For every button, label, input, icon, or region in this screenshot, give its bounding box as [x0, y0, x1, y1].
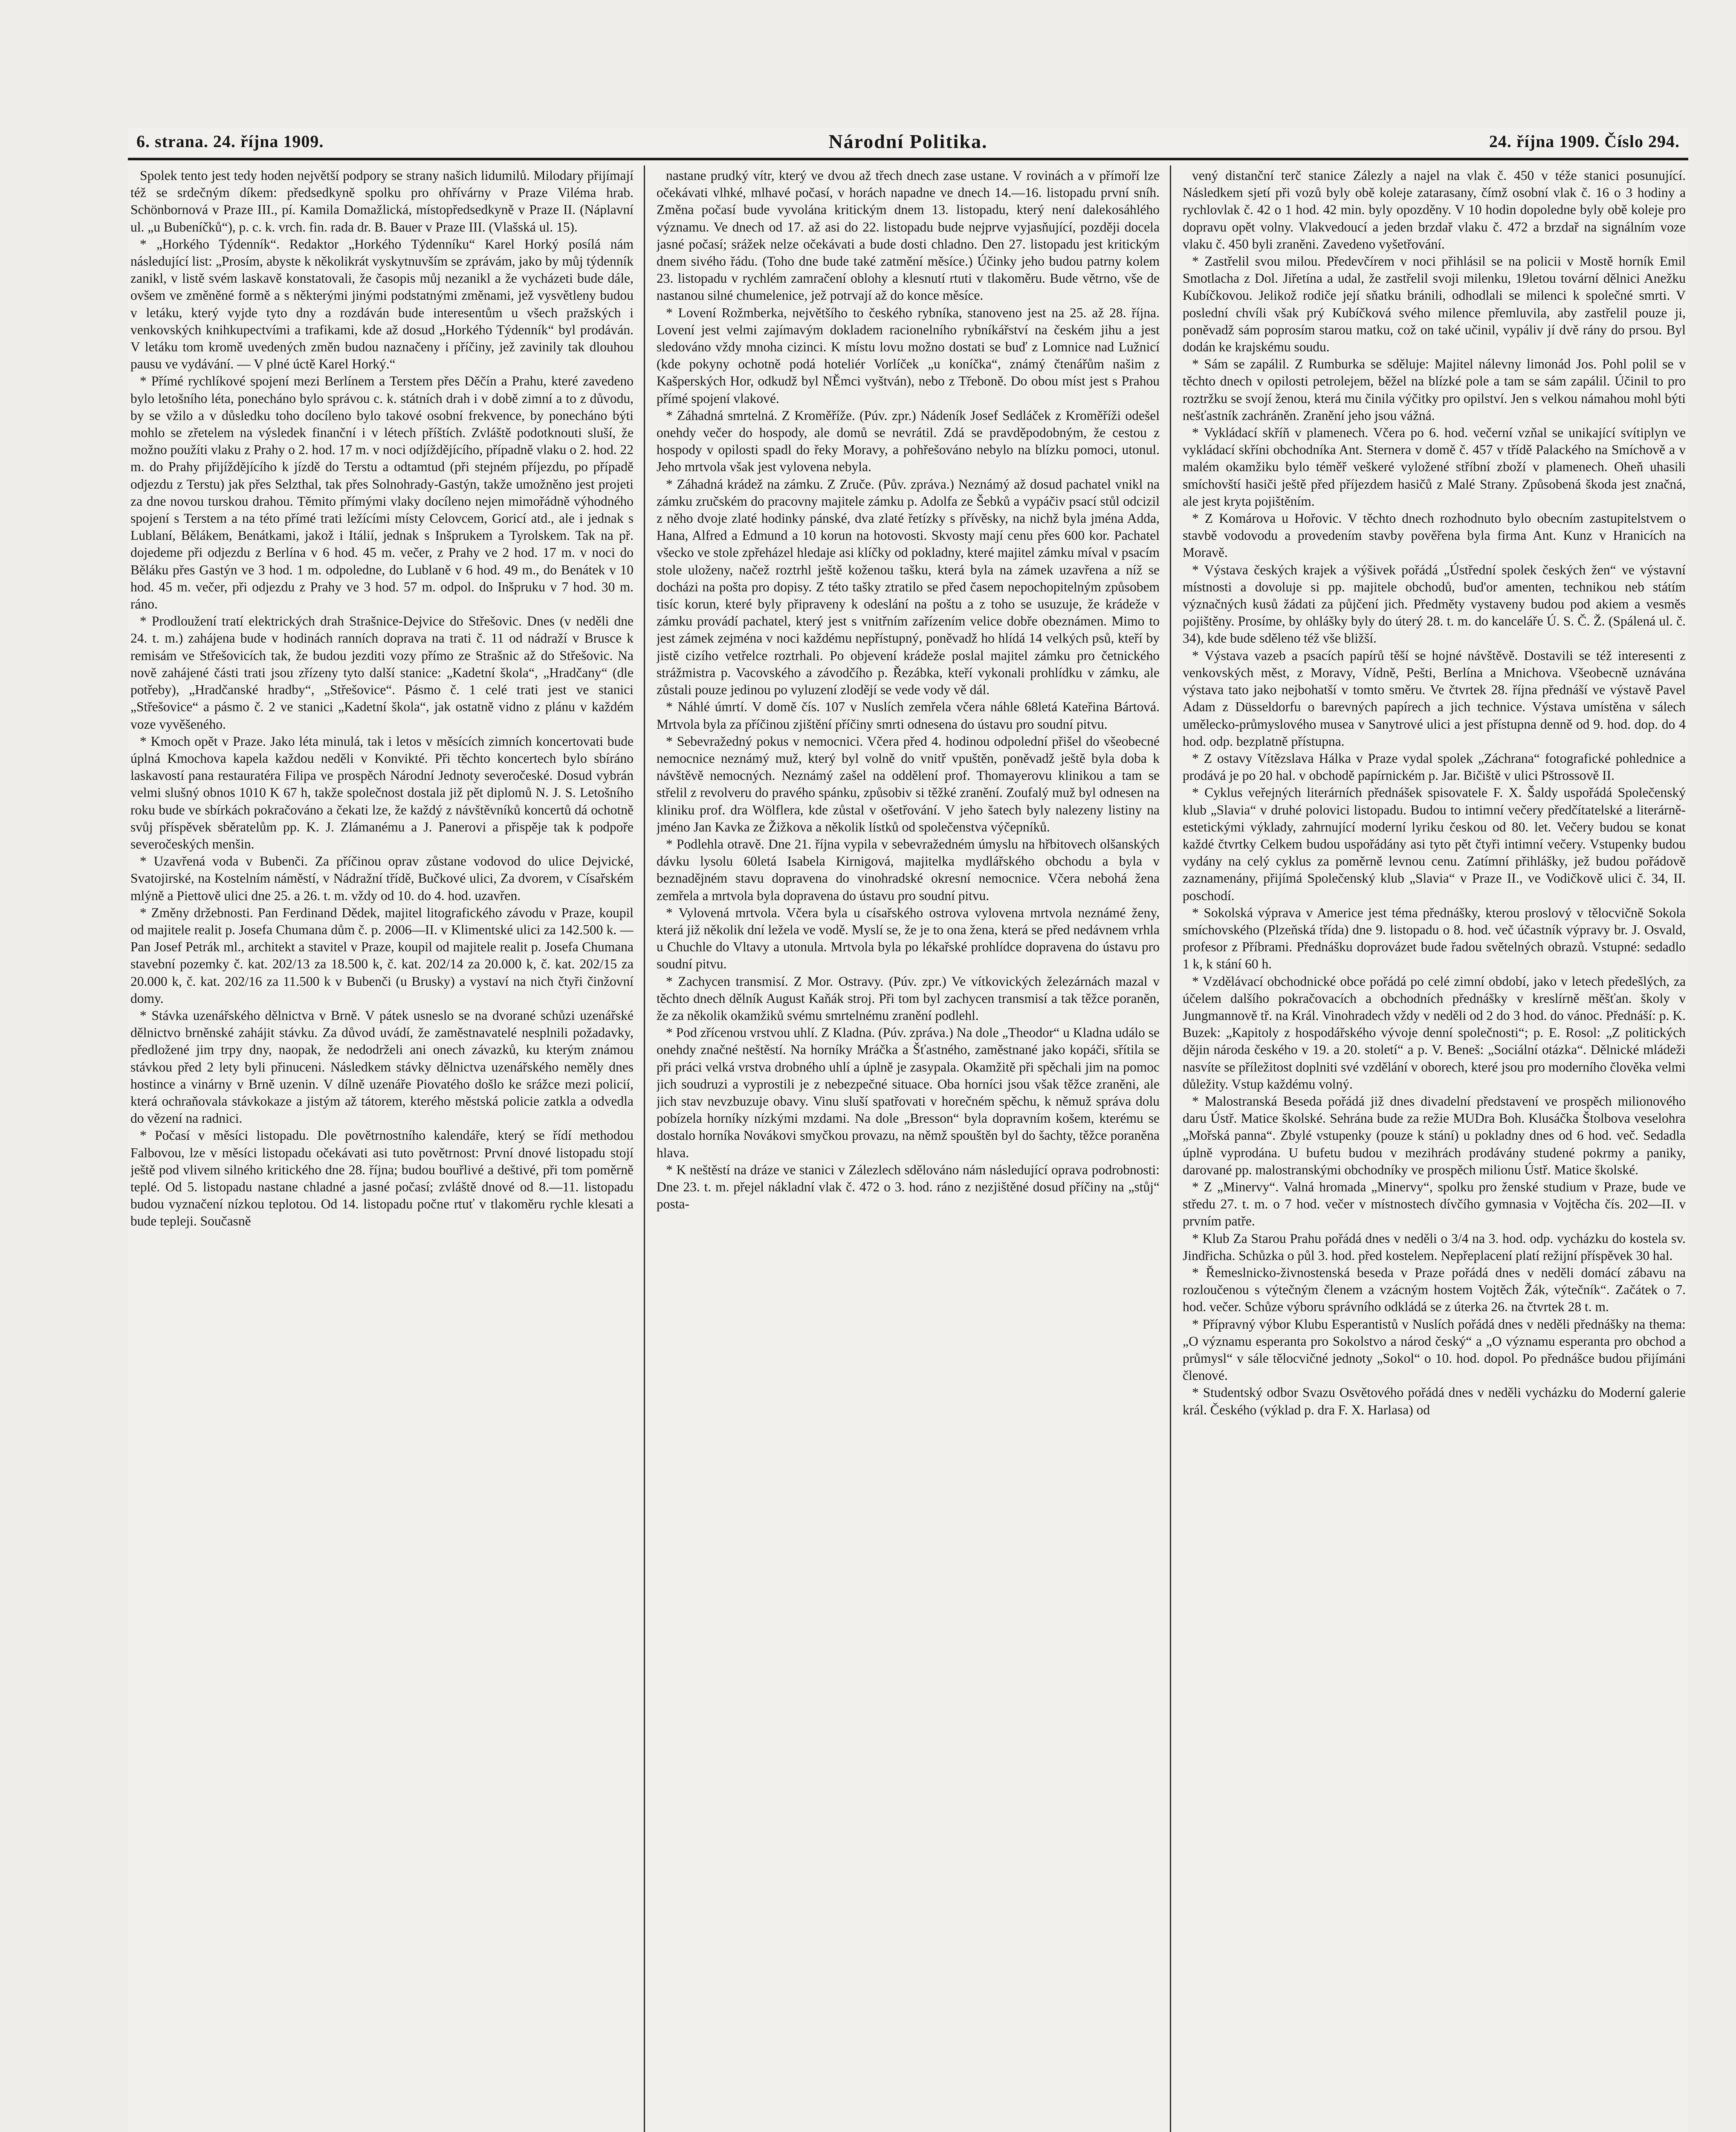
article-paragraph: * Sám se zapálil. Z Rumburka se sděluje: Majitel nálevny limonád Jos. Pohl polil se v těchto dnech v opilosti petrolejem, běžel na blízké pole a tam se sám zapálil. Účinil to pro roztržku se svojí ženou, která mu činila výčitky pro opilství. Jen s velkou námahou mohl býti nešťastník zachráněn. Zranění jeho jsou vážná. — [1183, 356, 1686, 423]
article-paragraph: Spolek tento jest tedy hoden největší podpory se strany našich lidumilů. Milodary přijímají též se srdečným díkem: předsedkyně spolku pro ohřívárny v Praze Viléma hrab. Schönbornová v Praze III., pí. Kamila Domažlická, místopředsedkyně v Praze II. (Náplavní ul. „u Bubeníčků“), p. c. k. vrch. fin. rada dr. B. Bauer v Praze III. (Vlašská ul. 15). — [130, 168, 634, 235]
column-divider — [644, 165, 645, 2132]
article-paragraph: * Sebevražedný pokus v nemocnici. Včera před 4. hodinou odpolední přišel do všeobecné nemocnice neznámý muž, který byl volně do vnitř vpuštěn, poněvadž ještě byla doba k návštěvě nemocných. Neznámý zašel na oddělení prof. Thomayerovu klinikou a tam se střelil z revolveru do pravého spánku, způsobiv si těžké zranění. Zoufalý muž byl odnesen na kliniku prof. dra Wölflera, kde zůstal v ošetřování. V jeho šatech byly nalezeny listiny na jméno Jan Kavka ze Žižkova a několik lístků od společenstva výčepníků. — [657, 733, 1160, 834]
article-paragraph: * Zachycen transmisí. Z Mor. Ostravy. (Púv. zpr.) Ve vítkovických železárnách mazal v těchto dnech dělník August Kaňák stroj. Při tom byl zachycen transmisí a tak těžce poraněn, že za několik okamžiků svému smrtelnému zranění podlehl. — [657, 973, 1160, 1023]
column-1 — [130, 167, 634, 2132]
header-issue-number: 24. října 1909. Číslo 294. — [1489, 132, 1680, 151]
article-paragraph: * Počasí v měsíci listopadu. Dle povětrnostního kalendáře, který se řídí methodou Falbovou, lze v měsíci listopadu očekávati asi tuto povětrnost: První dnové listopadu stojí ještě pod vlivem silného kritického dne 28. října; budou bouřlivé a deštivé, při tom poměrně teplé. Od 5. listopadu nastane chladné a jasné počasí; zvláště dnové od 8.—11. listopadu budou vyznačení nízkou teplotou. Od 14. listopadu počne rtuť v tlakoměru rychle klesati a bude tepleji. Současně — [130, 1128, 634, 1229]
article-paragraph: * K neštěstí na dráze ve stanici v Zálezlech sdělováno nám následující oprava podrobnosti: Dne 23. t. m. přejel nákladní vlak č. 472 o 3. hod. ráno z nezjištěné dosud příčiny na „stůj“ posta- — [657, 1162, 1160, 1212]
article-paragraph: nastane prudký vítr, který ve dvou až třech dnech zase ustane. V rovinách a v přímoří lze očekávati vlhké, mlhavé počasí, v horách napadne ve dnech 14.—16. listopadu první sníh. Změna počasí bude vyvolána kritickým dnem 13. listopadu, který není dalekosáhlého významu. Ve dnech od 17. až asi do 22. listopadu bude nejprve vyjasňující, později docela jasné počasí; srážek nelze očekávati a bude dosti chladno. Den 27. listopadu jest kritickým dnem sivého řádu. (Toho dne bude také zatmění měsíce.) Účinky jeho budou patrny kolem 23. listopadu v rychlém zamračení oblohy a klesnutí rtuti v tlakoměru. Bude větrno, vše de nastanou silné chumelenice, jež potrvají až do konce měsíce. — [657, 168, 1160, 303]
article-paragraph: * Výstava vazeb a psacích papírů těší se hojné návštěvě. Dostavili se též interesenti z venkovských měst, z Moravy, Vídně, Pešti, Berlína a Mnichova. Všeobecně uznávána výstava tato jako nejbohatší v tomto směru. Ve čtvrtek 28. října přednáší ve výstavě Pavel Adam z Düsseldorfu o barevných papírech a jich technice. Výstava umístěna v sálech umělecko-průmyslového musea v Sanytrové ulici a jest přístupna denně od 9. hod. dop. do 4 hod. odp. bezplatně přístupna. — [1183, 648, 1686, 749]
article-paragraph: * Záhadná smrtelná. Z Kroměříže. (Púv. zpr.) Nádeník Josef Sedláček z Kroměříži odešel onehdy večer do hospody, ale domů se nevrátil. Zdá se pravděpodobným, že cestou z hospody v opilosti spadl do řeky Moravy, a pohřešováno nebylo na blízku pomoci, utonul. Jeho mrtvola však jest vylovena nebyla. — [657, 408, 1160, 475]
page-header — [128, 128, 1688, 155]
article-paragraph: * Náhlé úmrtí. V domě čís. 107 v Nuslích zemřela včera náhle 68letá Kateřina Bártová. Mrtvola byla za příčinou zjištění příčiny smrti odnesena do ústavu pro soudní pitvu. — [657, 699, 1160, 732]
masthead-title: Národní Politika. — [828, 130, 988, 152]
header-rule — [128, 158, 1688, 160]
article-paragraph: * Přímé rychlíkové spojení mezi Berlínem a Terstem přes Děčín a Prahu, které zavedeno bylo letošního léta, ponecháno bylo správou c. k. státních drah i v době zimní a to z důvodu, by se vžilo a v důsledku toho docíleno bylo takové osobní frekvence, by ponecháno býti mohlo se zřetelem na výsledek finanční i v létech příštích. Zvláště podotknouti sluší, že možno použíti vlaku z Prahy o 2. hod. 17 m. v noci odjíždějícího, případně vlaku o 2. hod. 22 m. do Prahy přijíždějícího k jízdě do Terstu a odtamtud (při stejném příjezdu, po případě odjezdu z Terstu) jak přes Selzthal, tak přes Solnohrady-Gastýn, takže umožněno jest projeti za dne novou turskou drahou. Těmito přímými vlaky docíleno nejen mimořádně výhodného spojení s Terstem a na této přímé trati ležícími místy Celovcem, Goricí atd., ale i jednak s Lublaní, Bělákem, Benátkami, jakož i Itálií, jednak s Inšprukem a Tyrolskem. Tak na př. dojedeme při odjezdu z Berlína v 6 hod. 45 m. večer, z Prahy ve 2 hod. 17 m. v noci do Běláku přes Gastýn ve 3 hod. 1 m. odpoledne, do Lublaně v 6 hod. 49 m., do Benátek v 10 hod. 45 m. večer, při odjezdu z Prahy ve 3 hod. 57 m. odpol. do Inšpruku v 7 hod. 30 m. ráno. — [130, 374, 634, 612]
article-paragraph: * Uzavřená voda v Bubenči. Za příčinou oprav zůstane vodovod do ulice Dejvické, Svatojirské, na Kostelním náměstí, v Nádražní třídě, Bučkové ulici, Za dvorem, v Císařském mlýně a Piettově ulici dne 25. a 26. t. m. vždy od 10. do 4. hod. uzavřen. — [130, 854, 634, 903]
article-paragraph: * Prodloužení tratí elektrických drah Strašnice-Dejvice do Střešovic. Dnes (v neděli dne 24. t. m.) zahájena bude v hodinách ranních doprava na trati č. 11 od nádraží v Brusce k remisám ve Střešovicích tak, že budou jezditi vozy přímo ze Strašnic až do Střešovic. Na nově zahájené části trati jsou zřízeny tyto další stanice: „Kadetní škola“, „Hradčany“ (dle potřeby), „Hradčanské hradby“, „Střešovice“. Pásmo č. 1 celé trati jest ve stanici „Střešovice“ a pásmo č. 2 ve stanici „Kadetní škola“, jak ostatně vidno z plánu v každém voze vyvěšeného. — [130, 614, 634, 732]
article-paragraph: * Vylovená mrtvola. Včera byla u císařského ostrova vylovena mrtvola neznámé ženy, která již několik dní ležela ve vodě. Myslí se, že je to ona žena, která se před nedávnem vrhla u Chuchle do Vltavy a utonula. Mrtvola byla po lékařské prohlídce dopravena do ústavu pro soudní pitvu. — [657, 905, 1160, 972]
newspaper-page — [128, 128, 1688, 2132]
article-paragraph: * Z ostavy Vítězslava Hálka v Praze vydal spolek „Záchrana“ fotografické pohlednice a prodává je po 20 hal. v obchodě papírnickém p. Jar. Bičiště v ulici Pštrossově II. — [1183, 750, 1686, 783]
article-paragraph: * Lovení Rožmberka, největšího to českého rybníka, stanoveno jest na 25. až 28. října. Lovení jest velmi zajímavým dokladem racionelního rybníkářství na českém jihu a jest sledováno vždy mnoha cizinci. K místu lovu možno dostati se buď z Lomnice nad Lužnicí (kde pokyny ochotně podá hoteliér Vorlíček „u koníčka“, známý čtenářům našim z Kašperských Hor, odkudž byl NĚmci vyštván), nebo z Třeboně. Do obou míst jest s Prahou přímé spojení vlakové. — [657, 305, 1160, 406]
article-paragraph: * Podlehla otravě. Dne 21. října vypila v sebevražedném úmyslu na hřbitovech olšanských dávku lysolu 60letá Isabela Kirnigová, majitelka mydlářského obchodu a byla v beznadějném stavu dopravena do vinohradské okresní nemocnice. Včera nebohá žena zemřela a mrtvola byla dopravena do ústavu pro soudní pitvu. — [657, 836, 1160, 903]
column-2 — [657, 167, 1160, 2132]
article-paragraph: * Sokolská výprava v Americe jest téma přednášky, kterou proslový v tělocvičně Sokola smíchovského (Plzeňská třída) dne 9. listopadu o 8. hod. več účastník výpravy br. J. Osvald, profesor z Příbrami. Přednášku doprovázet bude řadou světelných obrazů. Vstupné: sedadlo 1 k, k stání 60 h. — [1183, 905, 1686, 972]
column-divider — [1170, 165, 1171, 2132]
article-paragraph: * Malostranská Beseda pořádá již dnes divadelní představení ve prospěch milionového daru Ústř. Matice školské. Sehrána bude za režie MUDra Boh. Klusáčka Štolbova veselohra „Mořská panna“. Zbylé vstupenky (pouze k stání) u pokladny dnes od 6 hod. več. Sedadla úplně vyprodána. U bufetu budou v mezihrách prodávány studené pokrmy a paniky, darované pp. malostranskými obchodníky ve prospěch milionu Ústř. Matice školské. — [1183, 1093, 1686, 1177]
article-paragraph: * Změny držebnosti. Pan Ferdinand Dědek, majitel litografického závodu v Praze, koupil od majitele realit p. Josefa Chumana dům č. p. 2006—II. v Klimentské ulici za 142.500 k. — Pan Josef Petrák ml., architekt a stavitel v Praze, koupil od majitele realit p. Josefa Chumana stavební pozemky č. kat. 202/13 za 18.500 k, č. kat. 202/14 za 20.000 k, č. kat. 202/15 za 20.000 k, č. kat. 202/16 za 11.500 k v Bubenči (u Brusky) a vystaví na nich čtyři činžovní domy. — [130, 905, 634, 1006]
article-paragraph: * Cyklus veřejných literárních přednášek spisovatele F. X. Šaldy uspořádá Společenský klub „Slavia“ v druhé polovici listopadu. Budou to intimní večery předčítatelské a literárně-estetickými výklady, zahrnující moderní lyriku českou od 80. let. Večery budou se konat každé čtvrtky Celkem budou uspořádány asi tyto pět čtyři intimní večery. Vstupenky budou vydány na celý cyklus za poměrně levnou cenu. Zatímní přihlášky, jež budou pořádově zaznamenány, přijímá Společenský klub „Slavia“ v Praze II., ve Vodičkově ulici č. 34, II. poschodí. — [1183, 785, 1686, 903]
article-paragraph: * Výstava českých krajek a výšivek pořádá „Ústřední spolek českých žen“ ve výstavní místnosti a dovoluje si pp. majitele obchodů, bud'or amenten, technikou neb státím význačných kusů žádati za půjčení jich. Předměty vystaveny budou pod akiem a vesměs pojištěny. Prosíme, by ohlášky byly do úterý 28. t. m. do kanceláře Ú. S. Č. Ž. (Spálená ul. č. 34), kde bude sděleno též vše bližší. — [1183, 562, 1686, 646]
article-paragraph: * Přípravný výbor Klubu Esperantistů v Nuslích pořádá dnes v neděli přednášky na thema: „O významu esperanta pro Sokolstvo a národ český“ a „O významu esperanta pro obchod a průmysl“ v sále tělocvičné jednoty „Sokol“ o 10. hod. dopol. Po přednášce budou přijímáni členové. — [1183, 1316, 1686, 1383]
article-paragraph: * Z „Minervy“. Valná hromada „Minervy“, spolku pro ženské studium v Praze, bude ve středu 27. t. m. o 7 hod. večer v místnostech dívčího gymnasia v Vojtěcha čís. 202—II. v prvním patře. — [1183, 1179, 1686, 1229]
article-paragraph: vený distanční terč stanice Zálezly a najel na vlak č. 450 v téže stanici posunující. Následkem sjetí při vozů byly obě koleje zatarasany, čímž osobní vlak č. 16 o 3 hodiny a rychlovlak č. 42 o 1 hod. 42 min. byly opozděny. V 10 hodin dopoledne byly obě koleje pro dopravu opět volny. Vlakvedoucí a jeden brzdař vlaku č. 472 a brzdař na signálním voze vlaku č. 450 byli zraněni. Zavedeno vyšetřování. — [1183, 168, 1686, 252]
article-paragraph: * Řemeslnicko-živnostenská beseda v Praze pořádá dnes v neděli domácí zábavu na rozloučenou s výtečným členem a vzácným hostem Vojtěch Žák, výtečník“. Začátek o 7. hod. večer. Schůze výboru správního odkládá se z úterka 26. na čtvrtek 28 t. m. — [1183, 1265, 1686, 1315]
article-paragraph: * Z Komárova u Hořovic. V těchto dnech rozhodnuto bylo obecním zastupitelstvem o stavbě vodovodu a provedením stavby pověřena byla firma Ant. Kunz v Hranicích na Moravě. — [1183, 511, 1686, 560]
article-paragraph: * Pod zřícenou vrstvou uhlí. Z Kladna. (Púv. zpráva.) Na dole „Theodor“ u Kladna událo se onehdy značné neštěstí. Na horníky Mráčka a Šťastného, zaměstnané jako kopáči, sřítila se při práci velká vrstva drobného uhlí a úplně je zasypala. Okamžitě při spěchali jim na pomoc jich soudruzi a vyprostili je z nebezpečné situace. Oba horníci jsou však těžce zraněni, ale jich stav nevzbuzuje obavy. Vinu sluší spatřovati v horečném spěchu, k němuž správa dolu pobízela horníky nízkými mzdami. Na dole „Bresson“ byla dopravním košem, kterému se dostalo horníka Novákovi smyčkou provazu, na němž spouštěn byl do šachty, těžce poraněna hlava. — [657, 1025, 1160, 1160]
column-3 — [1183, 167, 1686, 2132]
article-paragraph: * Kmoch opět v Praze. Jako léta minulá, tak i letos v měsících zimních koncertovati bude úplná Kmochova kapela každou neděli v Konvikté. Při těchto koncertech bylo sbíráno laskavostí pana restauratéra Filipa ve prospěch Národní Jednoty severočeské. Dosud vybrán velmi slušný obnos 1010 K 67 h, takže společnost dostala již pět diplomů N. J. S. Letošního roku bude ve sbírkách pokračováno a čekati lze, že každý z návštěvníků koncertů dá ochotně svůj příspěvek sběratelům pp. K. J. Zlámanému a J. Panerovi a přispěje tak k podpoře severočeských menšin. — [130, 733, 634, 852]
header-page-date: 6. strana. 24. října 1909. — [136, 132, 324, 151]
article-paragraph: * Klub Za Starou Prahu pořádá dnes v neděli o 3/4 na 3. hod. odp. vycházku do kostela sv. Jindřicha. Schůzka o půl 3. hod. před kostelem. Nepřeplacení platí režijní příspěvek 30 hal. — [1183, 1231, 1686, 1263]
article-paragraph: * Záhadná krádež na zámku. Z Zruče. (Pův. zpráva.) Neznámý až dosud pachatel vnikl na zámku zručském do pracovny majitele zámku p. Adolfa ze Šebků a vypáčiv psací stůl odcizil z něho dvoje zlaté hodinky pánské, dva zlaté řetízky s přívěsky, na nichž byla jména Adda, Hana, Alfred a Edmund a 10 korun na hotovosti. Skvosty mají cenu přes 600 kor. Pachatel všecko ve stole zpřeházel hledaje asi klíčky od pokladny, které majitel zámku míval v psacím stole uloženy, načež roztrhl ještě koženou tašku, která byla na zámek uzavřena a níž se docházi na pošta pro dopisy. Z této tašky ztratilo se před časem nepochopitelným způsobem tisíc korun, které byly připraveny k odeslání na poštu a z toho se usuzuje, že krádeže v zámku provádí pachatel, který jest s vnitřním zařízením velice dobře obeznámen. Mimo to jest zámek zejména v noci každému nepřístupný, poněvadž ho hlídá 14 velkých psů, kteří by jistě cizího vetřelce roztrhali. Po objevení krádeže poslal majitel zámku pro četnického strážmistra p. Vacovského a závodčího p. Řezábka, kteří vykonali prohlídku v zámku, ale zůstali pouze jedinou po vyluzení zlodějí se vede vody vě dál. — [657, 476, 1160, 698]
article-paragraph: * Studentský odbor Svazu Osvětového pořádá dnes v neděli vycházku do Moderní galerie král. Českého (výklad p. dra F. X. Harlasa) od — [1183, 1385, 1686, 1417]
article-paragraph: * Vykládací skříň v plamenech. Včera po 6. hod. večerní vzňal se unikající svítiplyn ve vykládací skříni obchodníka Ant. Sternera v domě č. 457 v třídě Palackého na Smíchově a v malém okamžiku bylo téměř veškeré vyložené stříbní zboží v plamenech. Oheň uhasili smíchovští hasiči ještě před příjezdem hasičů z Malé Strany. Způsobená škoda jest značná, ale jest kryta pojištěním. — [1183, 425, 1686, 509]
article-paragraph: * „Horkého Týdenník“. Redaktor „Horkého Týdenníku“ Karel Horký posílá nám následující list: „Prosím, abyste k několikrát vyskytnuvším se zprávám, jako by můj týdenník zanikl, v listě svém laskavě konstatovali, že časopis můj nezanikl a že vycházeti bude dále, ovšem ve změněné formě a s některými jinými podstatnými změnami, jež vysvětleny budou v letáku, který vyjde tyto dny a rozdáván bude interesentům u všech pražských i venkovských knihkupectvími a trafikami, kde až dosud „Horkého Týdenník“ byl prodáván. V letáku tom kromě uvedených změn budou naznačeny i příčiny, jež zavinily tak dlouhou pausu ve vydávání. — V plné úctě Karel Horký.“ — [130, 236, 634, 372]
article-paragraph: * Vzdělávací obchodnické obce pořádá po celé zimní období, jako v letech předešlých, za účelem dalšího pokračovacích a obchodních přednášky v kreslírně měšťan. školy v Jungmannově tř. na Král. Vinohradech vždy v neděli od 2 do 3 hod. do vánoc. Přednáší: p. K. Buzek: „Kapitoly z hospodářského vývoje denní společnosti“; p. E. Rosol: „Z politických dějin národa českého v 19. a 20. století“ a p. V. Beneš: „Sociální otázka“. Dělnické mládeži nasvíte se příležitost doplniti své vzdělání v oborech, které jsou pro moderního člověka velmi důležity. Vstup každému volný. — [1183, 973, 1686, 1092]
article-paragraph: * Stávka uzenářského dělnictva v Brně. V pátek usneslo se na dvorané schůzi uzenářské dělnictvo brněnské zahájit stávku. Za důvod uvádí, že zaměstnavatelé nesplnili požadavky, předložené jim trpy dny, naopak, že nedodrželi ani onech závazků, ku kterým známou stávkou před 2 lety byli přinuceni. Následkem stávky dělnictva uzenářského neměly dnes hostince a vinárny v Brně uzenin. V dílně uzenáře Piovatého došlo ke srážce mezi policií, která ochraňovala stávkokaze a jistým až tátorem, kterého městská policie zatkla a odvedla do vězení na radnici. — [130, 1008, 634, 1126]
article-paragraph: * Zastřelil svou milou. Předevčírem v noci přihlásil se na policii v Mostě horník Emil Smotlacha z Dol. Jiřetína a udal, že zastřelil svoji milenku, 19letou tovární dělnici Anežku Kubíčkovou. Jelikož rodiče její sňatku bránili, odhodlali se milenci k společné smrti. V poslední chvíli však prý Kubíčková svého milence přemluvila, aby zastřelil pouze ji, poněvadž sám poprosím starou matku, což on také učinil, vypáliv jí dvě rány do prsou. Byl dodán ke krajskému soudu. — [1183, 254, 1686, 355]
